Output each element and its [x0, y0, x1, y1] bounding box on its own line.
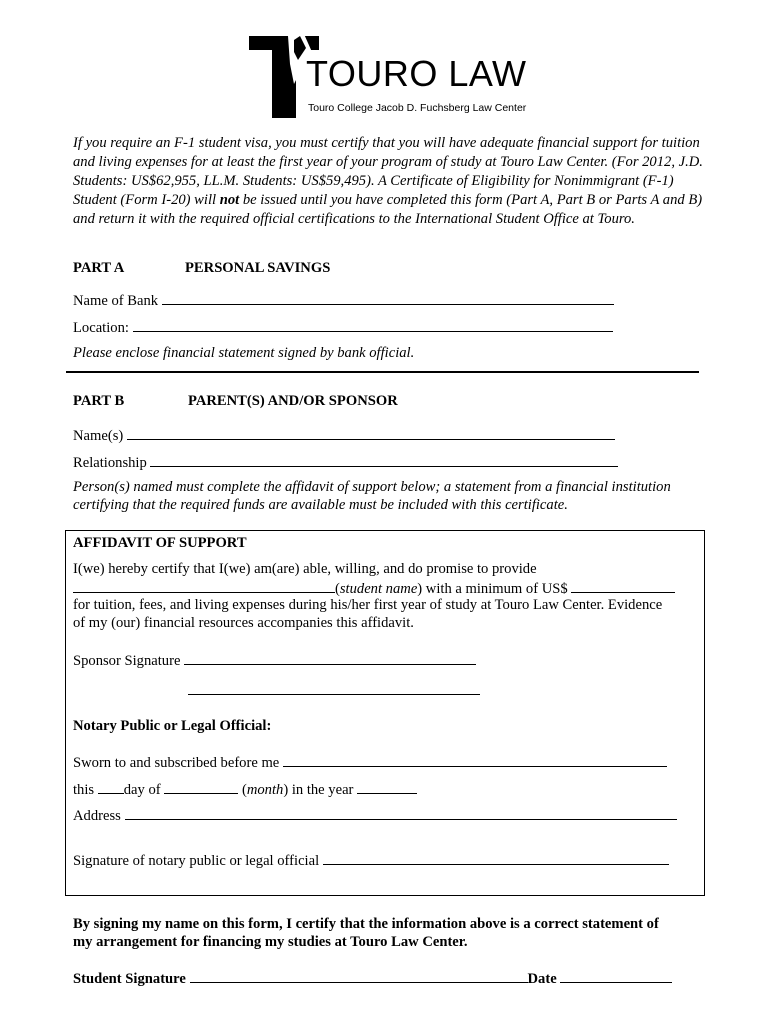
- minimum-label: ) with a minimum of US$: [417, 581, 568, 597]
- part-b-label: PART B: [73, 393, 125, 409]
- logo-name: TOURO LAW: [306, 53, 527, 94]
- year-line[interactable]: [357, 780, 417, 794]
- sponsor-signature-line[interactable]: [184, 651, 476, 665]
- sponsor-signature-line-2[interactable]: [188, 681, 480, 700]
- notary-signature-label: Signature of notary public or legal official: [73, 853, 320, 869]
- names-label: Name(s): [73, 428, 124, 444]
- names-field[interactable]: [73, 426, 615, 445]
- date-line[interactable]: [560, 969, 672, 983]
- notary-signature-field[interactable]: [73, 851, 669, 870]
- notary-title: Notary Public or Legal Official:: [73, 718, 272, 734]
- sworn-line[interactable]: [283, 753, 667, 767]
- affidavit-line3: for tuition, fees, and living expenses during his/her first year of study at Touro Law Center. Evidence: [73, 597, 663, 613]
- sponsor-signature-label: Sponsor Signature: [73, 653, 181, 669]
- affidavit-line4: of my (our) financial resources accompanies this affidavit.: [73, 615, 414, 631]
- affidavit-line1: I(we) hereby certify that I(we) am(are) able, willing, and do promise to provide: [73, 561, 537, 577]
- date-label: Date: [527, 971, 557, 987]
- part-a-label: PART A: [73, 260, 125, 276]
- relationship-field[interactable]: [73, 453, 618, 472]
- student-signature-field[interactable]: [73, 969, 672, 988]
- in-year-label: ) in the year: [283, 782, 354, 798]
- address-line[interactable]: [125, 806, 677, 820]
- relationship-line[interactable]: [150, 453, 618, 467]
- location-line[interactable]: [133, 318, 613, 332]
- minimum-amount-line[interactable]: [571, 579, 675, 593]
- notary-signature-line[interactable]: [323, 851, 669, 865]
- student-name-line[interactable]: [73, 579, 335, 593]
- student-signature-line[interactable]: [190, 969, 528, 983]
- relationship-label: Relationship: [73, 455, 147, 471]
- date-of-oath-row: this day of (month) in the year: [73, 780, 417, 799]
- location-label: Location:: [73, 320, 129, 336]
- certify-line1: By signing my name on this form, I certify that the information above is a correct statement of: [73, 916, 659, 932]
- sworn-field[interactable]: [73, 753, 667, 772]
- location-field[interactable]: [73, 318, 613, 337]
- this-label: this: [73, 782, 95, 798]
- part-b-note-line2: certifying that the required funds are available must be included with this certificate.: [73, 497, 568, 513]
- sworn-label: Sworn to and subscribed before me: [73, 755, 280, 771]
- bank-name-line[interactable]: [162, 291, 614, 305]
- day-of-label: day of: [123, 782, 161, 798]
- intro-text-b: be issued until you have completed this form (Part A, Part B or Parts A and B) and return it with the required official certifications to the International Student Office at Touro.: [73, 192, 703, 227]
- affidavit-line2: (student name) with a minimum of US$: [73, 579, 675, 598]
- student-signature-label: Student Signature: [73, 971, 186, 987]
- certify-line2: my arrangement for financing my studies at Touro Law Center.: [73, 934, 468, 950]
- names-line[interactable]: [127, 426, 615, 440]
- address-field[interactable]: [73, 806, 677, 825]
- part-b-heading: PARENT(S) AND/OR SPONSOR: [188, 393, 398, 409]
- part-b-note-line1: Person(s) named must complete the affidavit of support below; a statement from a financial institution: [73, 479, 671, 495]
- touro-law-logo: [246, 34, 536, 120]
- student-name-hint: student name: [339, 581, 418, 597]
- logo-subtitle: Touro College Jacob D. Fuchsberg Law Center: [308, 102, 527, 114]
- part-a-heading: PERSONAL SAVINGS: [185, 260, 331, 276]
- affidavit-title: AFFIDAVIT OF SUPPORT: [73, 535, 247, 551]
- intro-paragraph: [73, 134, 713, 229]
- month-hint: month: [246, 782, 284, 798]
- sponsor-signature-field[interactable]: [73, 651, 476, 670]
- intro-emphasis-not: not: [219, 192, 240, 208]
- section-divider: [66, 371, 699, 373]
- bank-name-field[interactable]: [73, 291, 614, 310]
- month-line[interactable]: [164, 780, 238, 794]
- bank-name-label: Name of Bank: [73, 293, 159, 309]
- part-a-note: Please enclose financial statement signed by bank official.: [73, 345, 415, 361]
- intro-text-a: If you require an F-1 student visa, you must certify that you will have adequate financial support for tuition and living expenses for at least the first year of your program of study at Touro Law Center. (For 2012, J.D. Students: US$62,955, LL.M. Students: US$59,495). A Certificate of Eligibility for Nonimmigrant (F-1) Student (Form I-20) will: [73, 135, 703, 208]
- address-label: Address: [73, 808, 121, 824]
- day-line[interactable]: [98, 780, 124, 794]
